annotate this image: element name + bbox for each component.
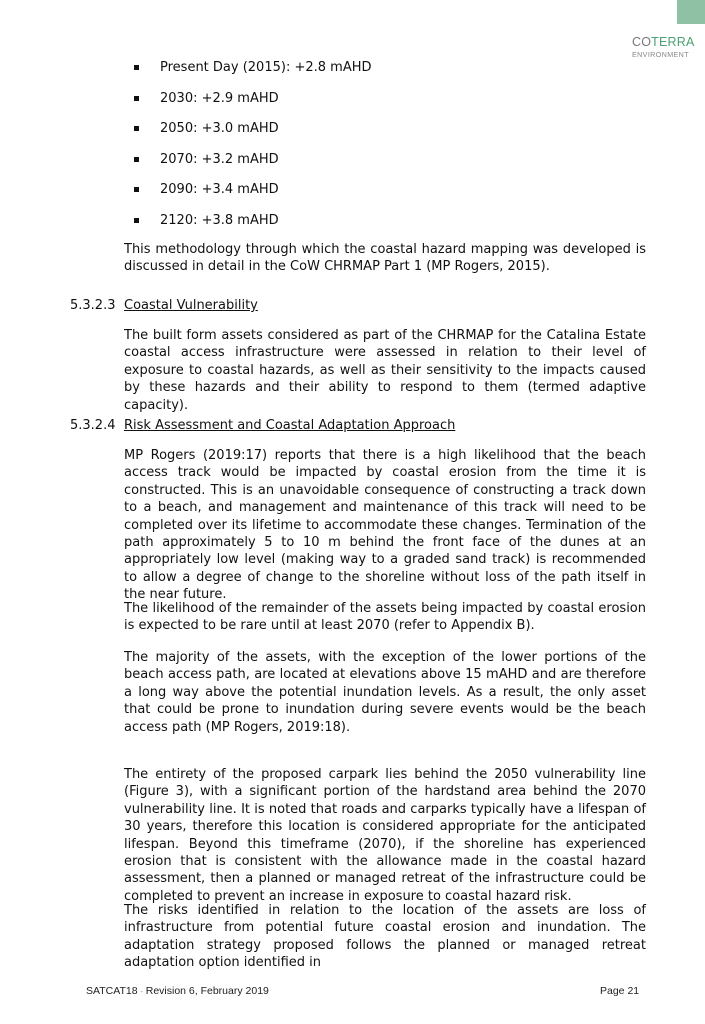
footer-page-number: Page 21 [600,985,640,997]
bullet-text: 2070: +3.2 mAHD [160,151,279,167]
vulnerability-paragraph: The built form assets considered as part of the CHRMAP for the Catalina Estate coastal access infrastructure were assessed in relation to their level of exposure to coastal hazards, as well as their sensitivity to the impacts caused by these hazards and their ability to respond to them (termed adaptive capacity). [124,328,646,413]
section-number-5-3-2-3: 5.3.2.3 [70,298,116,313]
bullet-text: 2030: +2.9 mAHD [160,90,279,106]
risk-paragraph-4: The entirety of the proposed carpark lies behind the 2050 vulnerability line (Figure 3), with a significant portion of the hardstand area behind the 2070 vulnerability line. It is noted that roads and carparks typically have a lifespan of 30 years, therefore this location is considered appropriate for the anticipated lifespan. Beyond this timeframe (2070), if the shoreline has experienced erosion that is consistent with the allowance made in the coastal hazard assessment, then a planned or managed retreat of the infrastructure could be completed to prevent an increase in exposure to coastal hazard risk. [124,767,646,904]
logo-wordmark [632,36,705,49]
bullet-item [124,151,646,182]
bullet-text: 2090: +3.4 mAHD [160,182,279,197]
risk-paragraph-3: The majority of the assets, with the exception of the lower portions of the beach access path, are located at elevations above 15 mAHD and are therefore a long way above the potential inundation levels. As a result, the only asset that could be prone to inundation during severe events would be the beach access path (MP Rogers, 2019:18). [124,650,646,735]
section-title-coastal-vulnerability: Coastal Vulnerability [124,298,258,313]
square-bullet-icon [134,187,139,192]
logo-terra: TERRA [651,35,695,49]
footer-doc-id: SATCAT18 [86,985,138,997]
risk-paragraph-1: MP Rogers (2019:17) reports that there is a high likelihood that the beach access track would be impacted by coastal erosion from the time it is constructed. This is an unavoidable consequence of constructing a track down to a beach, and management and maintenance of this track will need to be completed over its lifetime to accommodate these changes. Termination of the path approximately 5 to 10 m behind the front face of the dunes at an appropriately low level (making way to a graded sand track) is recommended to allow a degree of change to the shoreline without loss of the path itself in the near future. [124,448,646,603]
section-number-5-3-2-4: 5.3.2.4 [70,418,116,433]
logo-subtitle: ENVIRONMENT [632,49,689,59]
square-bullet-icon [134,65,139,70]
risk-paragraph-2: The likelihood of the remainder of the assets being impacted by coastal erosion is expected to be rare until at least 2070 (refer to Appendix B). [124,601,646,634]
logo-co: CO [632,35,652,49]
bullet-text: 2050: +3.0 mAHD [160,121,279,136]
corner-tab-decoration [677,0,705,24]
bullet-item [124,59,646,90]
bullet-item [124,181,646,212]
square-bullet-icon [134,218,139,223]
bullet-item [124,120,646,151]
risk-paragraph-5: The risks identified in relation to the location of the assets are loss of infrastructure from potential future coastal erosion and inundation. The adaptation strategy proposed follows the planned or managed retreat adaptation option identified in [124,903,646,971]
coterra-logo [632,36,705,58]
footer-separator: - [140,989,143,996]
footer-revision: Revision 6, February 2019 [145,985,269,997]
footer-left [86,985,269,997]
sea-level-bullet-list [124,59,646,242]
square-bullet-icon [134,157,139,162]
square-bullet-icon [134,126,139,131]
section-title-risk-assessment: Risk Assessment and Coastal Adaptation Approach [124,418,456,433]
bullet-text: 2120: +3.8 mAHD [160,212,279,228]
bullet-text: Present Day (2015): +2.8 mAHD [160,60,372,75]
bullet-item [124,212,646,243]
bullet-item [124,90,646,121]
square-bullet-icon [134,96,139,101]
methodology-paragraph: This methodology through which the coastal hazard mapping was developed is discussed in detail in the CoW CHRMAP Part 1 (MP Rogers, 2015). [124,242,646,275]
